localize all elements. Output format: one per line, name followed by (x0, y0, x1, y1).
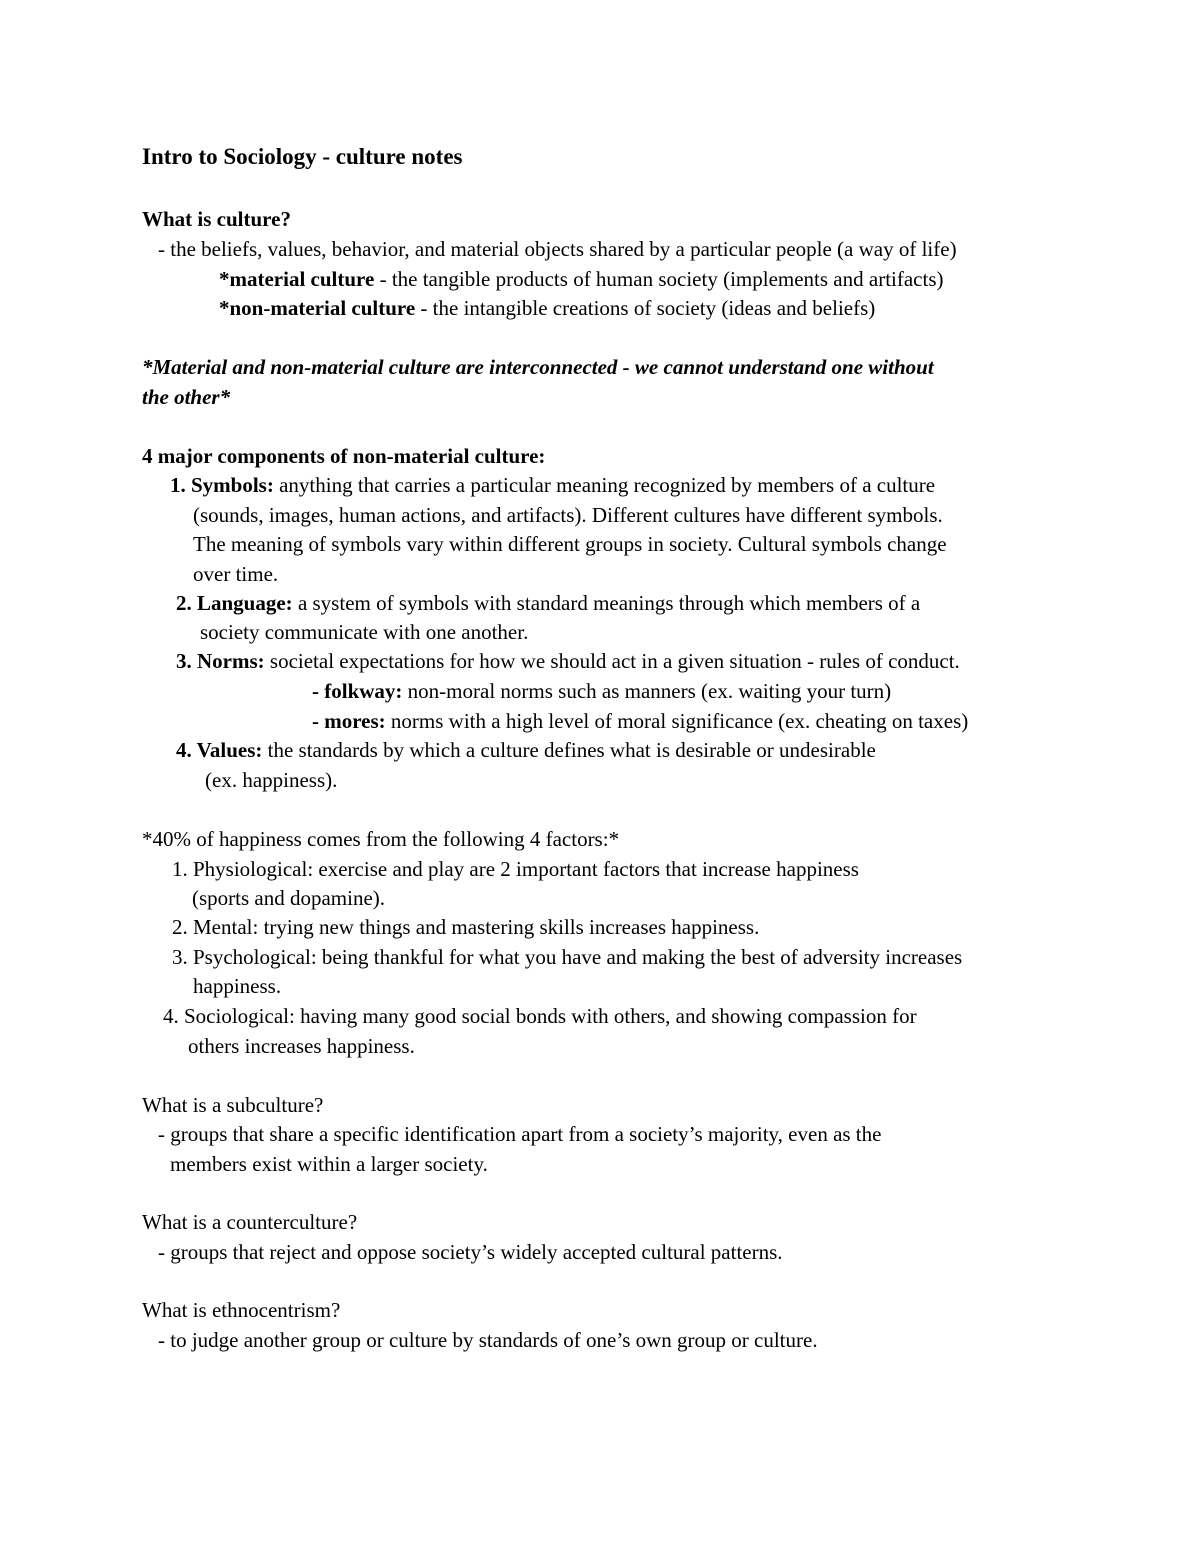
norms-number: 3. (176, 649, 197, 673)
counterculture-line-1: - groups that reject and oppose society’s widely accepted cultural patterns. (158, 1240, 783, 1264)
culture-definition: - the beliefs, values, behavior, and material objects shared by a particular people (a way of life) (158, 237, 957, 261)
interconnected-note-line-2: the other* (142, 385, 231, 409)
folkway-text: non-moral norms such as manners (ex. waiting your turn) (402, 679, 892, 703)
happiness-factor-3-line-1: 3. Psychological: being thankful for what you have and making the best of adversity increases (172, 945, 963, 969)
material-culture-line (219, 266, 944, 292)
mores-term: - mores: (312, 709, 386, 733)
symbols-line-3: The meaning of symbols vary within different groups in society. Cultural symbols change (193, 532, 947, 556)
values-text: the standards by which a culture defines what is desirable or undesirable (262, 738, 876, 762)
norms-line-1 (176, 648, 960, 674)
symbols-line-2: (sounds, images, human actions, and artifacts). Different cultures have different symbols. (193, 503, 943, 527)
subculture-line-1: - groups that share a specific identification apart from a society’s majority, even as the (158, 1122, 882, 1146)
happiness-factor-4-line-1: 4. Sociological: having many good social bonds with others, and showing compassion for (163, 1004, 917, 1028)
values-line-1 (176, 737, 876, 763)
ethnocentrism-line-1: - to judge another group or culture by standards of one’s own group or culture. (158, 1328, 818, 1352)
counterculture-heading: What is a counterculture? (142, 1210, 358, 1234)
happiness-heading: *40% of happiness comes from the following 4 factors:* (142, 827, 620, 851)
non-material-culture-text: - the intangible creations of society (ideas and beliefs) (415, 296, 876, 320)
symbols-line-4: over time. (193, 562, 279, 586)
material-culture-term: *material culture (219, 267, 375, 291)
non-material-culture-term: *non-material culture (219, 296, 416, 320)
ethnocentrism-heading: What is ethnocentrism? (142, 1298, 341, 1322)
page-title: Intro to Sociology - culture notes (142, 144, 463, 169)
mores-line (312, 708, 968, 734)
values-line-2: (ex. happiness). (205, 768, 338, 792)
values-number: 4. (176, 738, 197, 762)
non-material-culture-line (219, 295, 875, 321)
mores-text: norms with a high level of moral significance (ex. cheating on taxes) (385, 709, 969, 733)
happiness-factor-3-line-2: happiness. (193, 974, 282, 998)
symbols-line-1 (170, 472, 935, 498)
language-line-1 (176, 590, 920, 616)
symbols-text: anything that carries a particular meaning recognized by members of a culture (273, 473, 936, 497)
folkway-term: - folkway: (312, 679, 403, 703)
language-text: a system of symbols with standard meanings through which members of a (292, 591, 921, 615)
language-term: Language: (197, 591, 293, 615)
happiness-factor-4-line-2: others increases happiness. (188, 1034, 415, 1058)
norms-term: Norms: (197, 649, 265, 673)
components-heading: 4 major components of non-material culture: (142, 444, 546, 468)
symbols-number: 1. (170, 473, 191, 497)
subculture-heading: What is a subculture? (142, 1093, 324, 1117)
happiness-factor-1-line-1: 1. Physiological: exercise and play are 2 important factors that increase happiness (172, 857, 859, 881)
values-term: Values: (196, 738, 263, 762)
material-culture-text: - the tangible products of human society (implements and artifacts) (374, 267, 944, 291)
folkway-line (312, 678, 891, 704)
culture-heading: What is culture? (142, 207, 291, 231)
language-number: 2. (176, 591, 197, 615)
subculture-line-2: members exist within a larger society. (170, 1152, 488, 1176)
language-line-2: society communicate with one another. (200, 620, 529, 644)
norms-text: societal expectations for how we should act in a given situation - rules of conduct. (264, 649, 960, 673)
happiness-factor-2: 2. Mental: trying new things and mastering skills increases happiness. (172, 915, 760, 939)
symbols-term: Symbols: (191, 473, 274, 497)
happiness-factor-1-line-2: (sports and dopamine). (192, 886, 386, 910)
interconnected-note-line-1: *Material and non-material culture are interconnected - we cannot understand one without (142, 355, 934, 379)
